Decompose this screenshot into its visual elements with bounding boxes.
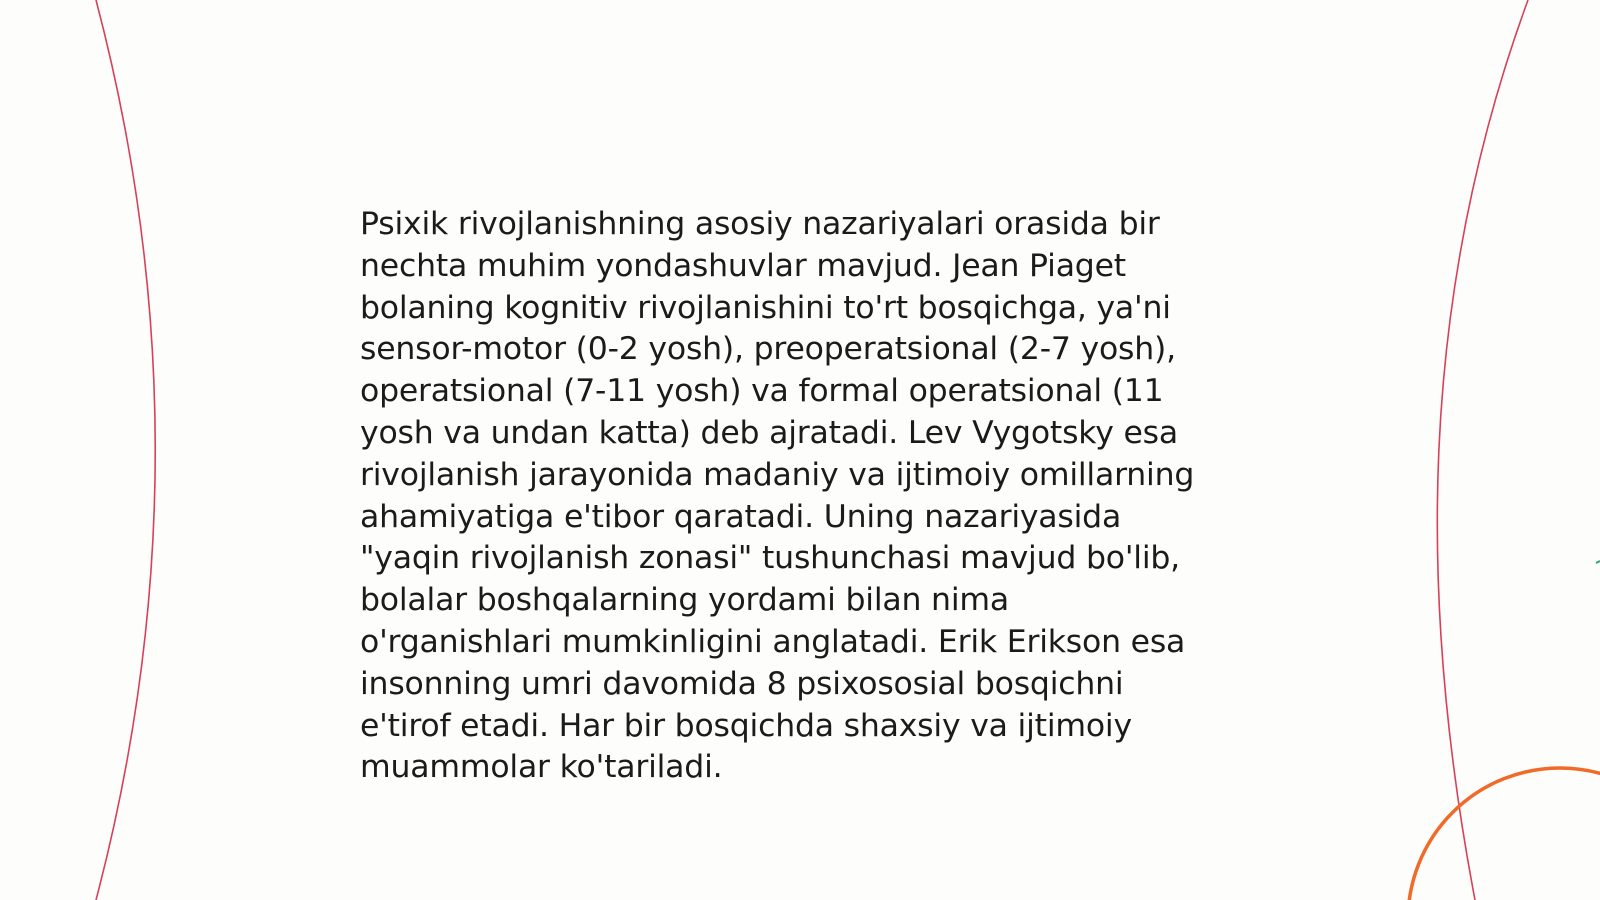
body-text-line: sensor-motor (0-2 yosh), preoperatsional (2-7 yosh), (360, 331, 1176, 368)
body-text-line: nechta muhim yondashuvlar mavjud. Jean Piaget (360, 247, 1126, 284)
body-text-line: o'rganishlari mumkinligini anglatadi. Erik Erikson esa (360, 623, 1186, 660)
body-text-line: "yaqin rivojlanish zonasi" tushunchasi mavjud bo'lib, (360, 540, 1180, 577)
body-text-line: insonning umri davomida 8 psixososial bosqichni (360, 665, 1124, 702)
body-text-line: yosh va undan katta) deb ajratadi. Lev Vygotsky esa (360, 414, 1178, 451)
left-frame-curve (96, 0, 155, 900)
orange-circle-decoration (1408, 768, 1600, 900)
body-text-line: Psixik rivojlanishning asosiy nazariyalari orasida bir (360, 206, 1160, 242)
right-frame-curve (1437, 0, 1528, 900)
body-paragraph (360, 204, 1240, 789)
body-text-line: muammolar ko'tariladi. (360, 749, 723, 786)
body-text-line: e'tirof etadi. Har bir bosqichda shaxsiy va ijtimoiy (360, 707, 1132, 744)
body-text-line: bolalar boshqalarning yordami bilan nima (360, 582, 1009, 619)
body-text-line: ahamiyatiga e'tibor qaratadi. Uning nazariyasida (360, 498, 1122, 535)
body-text-line: operatsional (7-11 yosh) va formal operatsional (11 (360, 373, 1164, 410)
body-text-line: bolaning kognitiv rivojlanishini to'rt bosqichga, ya'ni (360, 289, 1171, 326)
body-text-line: rivojlanish jarayonida madaniy va ijtimoiy omillarning (360, 456, 1195, 493)
green-accent-mark (1596, 561, 1600, 563)
